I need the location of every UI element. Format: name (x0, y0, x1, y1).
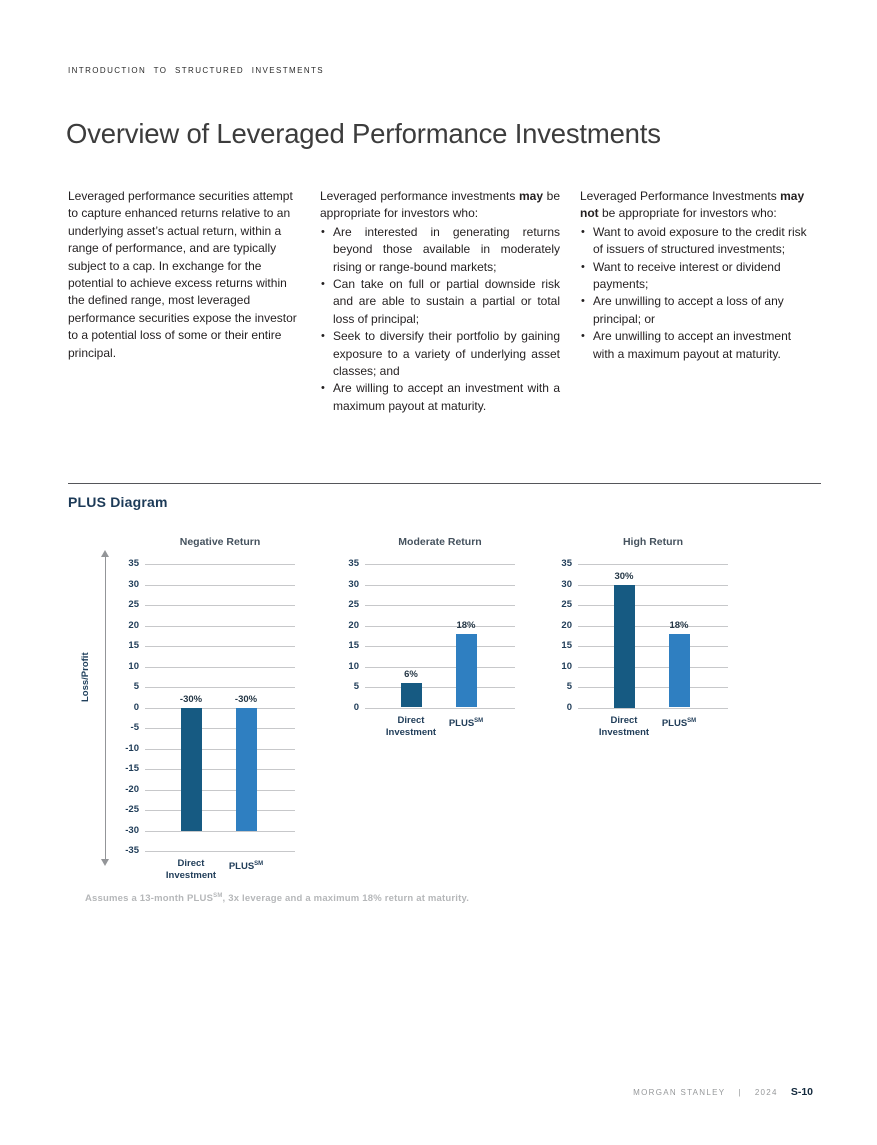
y-tick-label: 25 (128, 599, 139, 610)
col3-lead-pre: Leveraged Performance Investments (580, 189, 781, 203)
col3-lead-bold: may not (580, 189, 805, 221)
bullet-item: • Want to avoid exposure to the credit risk of issuers of structured investments; (580, 224, 812, 259)
footnote-sup: SM (213, 893, 223, 899)
gridline (365, 605, 515, 606)
y-tick-label: -5 (130, 722, 139, 733)
section-divider (68, 483, 821, 484)
intro-paragraph: Leveraged performance securities attempt to capture enhanced returns relative to an underlying asset’s actual return, within a range of performance, and are typically subject to a cap. In exchange for the potential to achieve excess returns within the defined range, most leveraged performance securities expose the investor to a potential loss of some or their entire principal. (68, 189, 297, 360)
y-tick-label: -10 (125, 742, 139, 754)
bullet-item: • Want to receive interest or dividend payments; (580, 259, 812, 294)
y-tick-label: 15 (128, 640, 139, 651)
y-tick-label: 35 (348, 558, 359, 569)
loss-profit-axis-arrow (100, 550, 111, 866)
gridline (145, 585, 295, 586)
arrow-down-icon (101, 859, 109, 866)
bar-plus (669, 634, 690, 708)
footnote-pre: Assumes a 13-month PLUS (85, 893, 214, 905)
gridline (145, 810, 295, 811)
y-tick-label: 20 (128, 619, 139, 631)
gridline (145, 564, 295, 565)
bar-direct-investment (181, 708, 202, 831)
y-tick-label: 10 (128, 660, 139, 672)
gridline (145, 626, 295, 627)
chart-title: Moderate Return (398, 536, 482, 548)
gridline (145, 790, 295, 791)
col3-lead-post: be appropriate for investors who: (598, 206, 777, 221)
footer-page-number: S-10 (790, 1086, 813, 1098)
gridline (578, 605, 728, 606)
gridline (365, 708, 515, 709)
y-tick-label: -25 (125, 804, 139, 815)
col3-lead (580, 188, 812, 223)
col2-bullet-list (320, 224, 560, 415)
bar-value-label: 6% (404, 668, 418, 680)
gridline (365, 646, 515, 647)
category-label: PLUS℠ (228, 861, 264, 873)
bar-plus (456, 634, 477, 708)
bar-value-label: -30% (234, 693, 258, 705)
gridline (365, 564, 515, 565)
gridline (578, 646, 728, 647)
y-tick-label: 0 (566, 701, 572, 713)
gridline (145, 769, 295, 770)
footer-separator: | (738, 1088, 742, 1097)
intro-column-3 (580, 188, 812, 363)
bar-plus (236, 708, 257, 831)
gridline (365, 626, 515, 627)
document-eyebrow: INTRODUCTION TO STRUCTURED INVESTMENTS (68, 66, 325, 75)
category-label: Direct Investment (165, 858, 217, 881)
y-tick-label: 5 (566, 681, 572, 692)
chart-high-return (546, 530, 728, 890)
y-tick-label: 25 (348, 599, 359, 610)
col2-lead-bold: may (518, 189, 544, 203)
gridline (145, 687, 295, 688)
y-tick-label: -15 (125, 763, 139, 774)
bar-value-label: 18% (456, 619, 476, 631)
bullet-item: • Are interested in generating returns beyond those available in moderately rising or range-bound markets; (320, 224, 560, 276)
y-tick-label: 20 (348, 619, 359, 631)
gridline (145, 851, 295, 852)
bullet-item: • Are willing to accept an investment with a maximum payout at maturity. (320, 380, 560, 415)
gridline (578, 708, 728, 709)
y-tick-label: -30 (125, 824, 139, 836)
gridline (365, 687, 515, 688)
gridline (145, 708, 295, 709)
col2-lead-pre: Leveraged performance investments (320, 189, 519, 203)
y-tick-label: -20 (125, 783, 139, 795)
y-tick-label: 5 (133, 681, 139, 692)
gridline (578, 585, 728, 586)
y-tick-label: 15 (348, 640, 359, 651)
chart-title: Negative Return (179, 536, 261, 548)
intro-column-2 (320, 188, 560, 415)
bullet-item: • Are unwilling to accept a loss of any principal; or (580, 293, 812, 328)
footer-year: 2024 (754, 1088, 778, 1097)
category-label: Direct Investment (385, 714, 437, 738)
loss-profit-axis-label: Loss/Profit (80, 652, 91, 703)
bullet-item: • Seek to diversify their portfolio by gaining exposure to a variety of underlying asset classes; and (320, 328, 560, 380)
col2-lead (320, 188, 560, 223)
bar-value-label: 18% (669, 619, 689, 631)
y-tick-label: 20 (561, 619, 572, 631)
y-tick-label: 10 (348, 660, 359, 672)
gridline (145, 749, 295, 750)
gridline (145, 605, 295, 606)
col2-lead-post: be appropriate for investors who: (320, 189, 560, 221)
y-tick-label: 35 (128, 558, 139, 569)
y-tick-label: 0 (133, 701, 139, 713)
gridline (365, 667, 515, 668)
gridline (145, 646, 295, 647)
plus-diagram-figure (0, 530, 877, 915)
page-footer (633, 1086, 813, 1098)
chart-negative-return (113, 530, 295, 890)
arrow-up-icon (101, 550, 109, 557)
chart-moderate-return (333, 530, 515, 890)
chart-footnote (85, 893, 469, 904)
y-tick-label: 10 (561, 660, 572, 672)
gridline (578, 667, 728, 668)
gridline (365, 585, 515, 586)
y-tick-label: 0 (353, 701, 359, 713)
bar-value-label: 30% (614, 570, 634, 582)
footer-brand: MORGAN STANLEY (633, 1088, 726, 1097)
category-label: PLUS℠ (448, 717, 484, 729)
gridline (578, 687, 728, 688)
y-tick-label: 30 (348, 578, 359, 590)
bar-direct-investment (401, 683, 422, 708)
y-tick-label: 15 (561, 640, 572, 651)
gridline (578, 564, 728, 565)
section-heading: PLUS Diagram (68, 494, 168, 510)
footnote-post: , 3x leverage and a maximum 18% return at maturity. (222, 893, 470, 905)
y-tick-label: -35 (125, 845, 139, 856)
y-tick-label: 35 (561, 558, 572, 569)
col3-bullet-list (580, 224, 812, 363)
y-tick-label: 30 (128, 578, 139, 590)
gridline (145, 831, 295, 832)
gridline (578, 626, 728, 627)
y-tick-label: 30 (561, 578, 572, 590)
gridline (145, 667, 295, 668)
category-label: PLUS℠ (661, 717, 697, 729)
chart-title: High Return (622, 536, 684, 548)
page-title: Overview of Leveraged Performance Investments (66, 118, 661, 149)
bar-direct-investment (614, 585, 635, 708)
category-label: Direct Investment (598, 714, 650, 738)
bar-value-label: -30% (179, 693, 203, 705)
gridline (145, 728, 295, 729)
intro-column-1 (68, 188, 302, 362)
y-tick-label: 25 (561, 599, 572, 610)
bullet-item: • Can take on full or partial downside risk and are able to sustain a partial or total loss of principal; (320, 276, 560, 328)
y-tick-label: 5 (353, 681, 359, 692)
bullet-item: • Are unwilling to accept an investment with a maximum payout at maturity. (580, 328, 812, 363)
